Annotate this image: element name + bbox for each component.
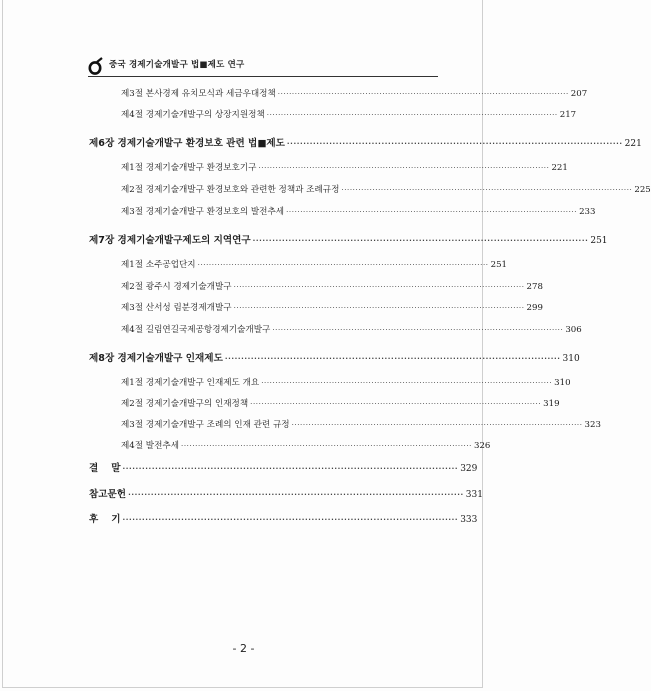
toc-leader-dots: ······································································································· [233,304,525,312]
toc-leader-dots: ······································································································· [197,261,489,269]
toc-entry [121,418,601,430]
toc-entry-page: 323 [584,420,601,430]
toc-entry [121,205,596,217]
toc-entry [121,397,560,409]
toc-chapter-page: 310 [562,354,580,364]
toc-entry [121,183,651,195]
toc-entry-title: 제2절 경제기술개발구의 인재정책 [121,399,249,409]
toc-entry-page: 326 [474,441,491,451]
toc-entry [121,161,568,173]
toc-chapter [89,350,580,364]
toc-leader-dots: ······································································································· [252,237,589,245]
toc-entry [121,439,491,451]
toc-entry-page: 319 [543,399,560,409]
header-logo-icon [88,57,104,75]
toc-entry [121,301,543,313]
toc-entry-title: 제1절 경제기술개발구 환경보호기구 [121,163,257,173]
toc-leader-dots: ······································································································· [272,326,564,334]
toc-entry-title: 제4절 길림연길국제공항경제기술개발구 [121,325,271,335]
toc-entry-page: 310 [554,378,571,388]
toc-chapter [89,135,642,149]
toc-entry-page: 306 [565,325,582,335]
toc-entry [121,258,508,270]
toc-chapter [89,486,483,500]
toc-entry-title: 제3절 본사경제 유치모식과 세금우대정책 [121,89,276,99]
toc-leader-dots: ······································································································· [261,379,553,387]
toc-chapter-title: 제7장 경제기술개발구제도의 지역연구 [89,235,251,246]
toc-leader-dots: ······································································································· [122,516,459,524]
toc-entry-title: 제4절 발전추세 [121,441,180,451]
page-number: - 2 - [232,642,255,655]
toc-entry-title: 제2절 광주시 경제기술개발구 [121,282,232,292]
header-title: 중국 경제기술개발구 법■제도 연구 [109,60,245,70]
toc-entry-title: 제2절 경제기술개발구 환경보호와 관련한 정책과 조례규정 [121,185,340,195]
toc-entry-page: 299 [526,303,543,313]
toc-entry-page: 217 [559,110,577,120]
toc-chapter [89,511,478,525]
toc-leader-dots: ······································································································· [224,355,561,363]
toc-leader-dots: ······································································································· [341,186,633,194]
toc-leader-dots: ······································································································· [266,111,558,119]
toc-leader-dots: ······································································································· [258,164,550,172]
toc-chapter-page: 331 [465,490,483,500]
toc-chapter-page: 221 [624,139,642,149]
toc-leader-dots: ······································································································· [128,491,464,499]
toc-entry [121,108,577,120]
toc-entry-title: 제1절 소주공업단지 [121,260,196,270]
toc-entry-title: 제3절 경제기술개발구 조례의 인재 관련 규정 [121,420,290,430]
page-border [2,0,483,688]
toc-chapter-title: 제6장 경제기술개발구 환경보호 관련 법■제도 [89,138,285,149]
toc-entry [121,376,571,388]
toc-chapter-page: 251 [590,236,608,246]
toc-entry-page: 233 [579,207,596,217]
toc-leader-dots: ······································································································· [122,465,459,473]
toc-leader-dots: ······································································································· [277,90,569,98]
toc-leader-dots: ······································································································· [181,442,472,450]
toc-chapter [89,232,608,246]
toc-entry-page: 207 [570,89,588,99]
toc-leader-dots: ······································································································· [250,400,542,408]
toc-entry-page: 225 [634,185,651,195]
toc-chapter-title: 제8장 경제기술개발구 인재제도 [89,353,223,364]
toc-chapter-title: 참고문헌 [89,489,127,500]
toc-chapter [89,460,478,474]
toc-leader-dots: ······································································································· [286,140,623,148]
toc-entry [121,87,588,99]
toc-chapter-page: 329 [460,464,478,474]
toc-entry [121,280,543,292]
toc-leader-dots: ······································································································· [291,421,583,429]
header-rule [88,76,438,77]
toc-entry-page: 251 [490,260,508,270]
toc-entry-page: 278 [526,282,543,292]
running-header [88,55,438,75]
toc-chapter-page: 333 [460,515,478,525]
toc-entry-title: 제3절 경제기술개발구 환경보호의 발전추세 [121,207,285,217]
toc-entry-title: 제3절 산서성 림분경제개발구 [121,303,232,313]
toc-chapter-title: 결 말 [89,463,121,474]
toc-chapter-title: 후 기 [89,514,121,525]
toc-entry [121,323,582,335]
toc-entry-title: 제1절 경제기술개발구 인재제도 개요 [121,378,260,388]
toc-leader-dots: ······································································································· [233,283,525,291]
toc-entry-title: 제4절 경제기술개발구의 상장지원정책 [121,110,265,120]
toc-leader-dots: ······································································································· [286,208,578,216]
toc-entry-page: 221 [551,163,568,173]
